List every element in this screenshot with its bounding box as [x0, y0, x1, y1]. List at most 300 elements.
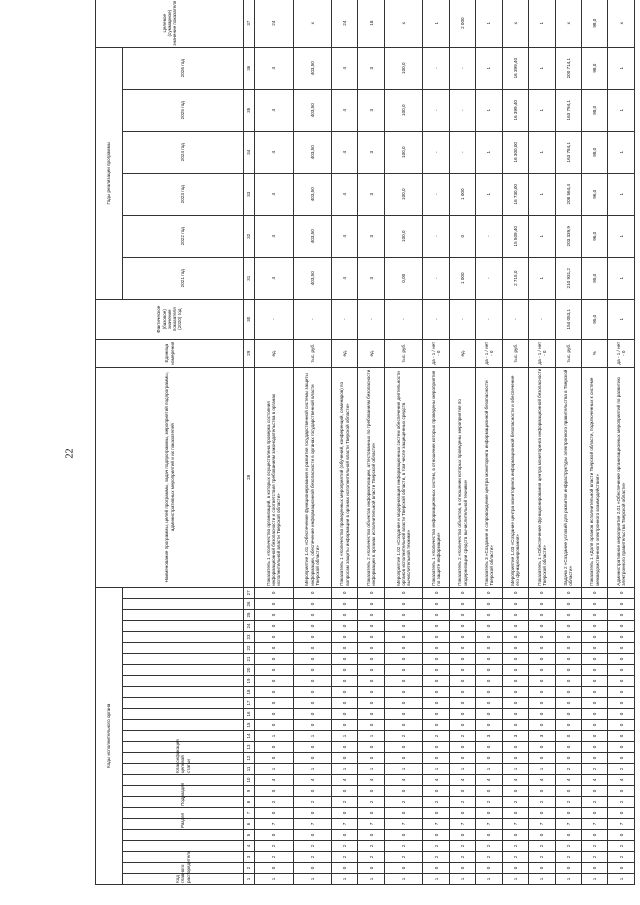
code-cell: 0: [332, 676, 358, 687]
code-cell: 0: [502, 786, 528, 797]
column-number: 15: [244, 720, 255, 731]
code-cell: 0: [384, 643, 423, 654]
code-cell: 0: [332, 753, 358, 764]
code-cell: 0: [293, 709, 332, 720]
code-cell: 0: [555, 863, 581, 874]
year-value-cell: -: [449, 47, 475, 89]
table-row: [384, 0, 423, 885]
code-cell: 0: [529, 687, 555, 698]
year-value-cell: 1: [529, 47, 555, 89]
code-cell: 0: [529, 676, 555, 687]
year-value-cell: 1: [529, 89, 555, 131]
code-cell: 0: [255, 687, 294, 698]
year-value-cell: -: [423, 257, 449, 299]
code-cell: 0: [502, 610, 528, 621]
column-number: 24: [244, 621, 255, 632]
code-cell: 0: [476, 808, 502, 819]
code-cell: 0: [476, 610, 502, 621]
year-value-cell: 4: [332, 89, 358, 131]
column-number: 25: [244, 610, 255, 621]
code-cell: 2: [555, 841, 581, 852]
code-cell: 0: [582, 731, 608, 742]
code-cell: 2: [582, 797, 608, 808]
code-cell: 0: [529, 632, 555, 643]
code-cell: 2: [582, 841, 608, 852]
year-value-cell: 3: [358, 173, 384, 215]
code-cell: 0: [529, 830, 555, 841]
year-value-cell: 15 509,40: [502, 215, 528, 257]
code-column-label: Классификация целевой статьи: [123, 764, 244, 775]
code-cell: 0: [293, 720, 332, 731]
year-value-cell: 1: [529, 257, 555, 299]
column-number: 29: [244, 339, 255, 367]
unit-column-header: Единица измерения: [96, 339, 244, 367]
column-number: 23: [244, 632, 255, 643]
code-cell: 0: [608, 698, 635, 709]
code-cell: 0: [529, 665, 555, 676]
code-cell: 0: [358, 808, 384, 819]
unit-cell: ед.: [358, 339, 384, 367]
code-cell: 0: [358, 786, 384, 797]
code-cell: 2: [608, 852, 635, 863]
year-value-cell: 3: [358, 257, 384, 299]
code-cell: 2: [358, 852, 384, 863]
column-number: 17: [244, 698, 255, 709]
table-row: [582, 0, 608, 885]
code-cell: 0: [255, 830, 294, 841]
code-cell: 0: [529, 863, 555, 874]
code-cell: 0: [582, 643, 608, 654]
code-cell: 0: [332, 610, 358, 621]
code-cell: 4: [255, 775, 294, 786]
column-number: 10: [244, 775, 255, 786]
target-value-cell: 1: [476, 0, 502, 47]
code-cell: 0: [384, 587, 423, 598]
code-cell: 1: [529, 764, 555, 775]
base-value-cell: -: [332, 299, 358, 339]
year-value-cell: 1 000: [449, 173, 475, 215]
code-cell: 2: [502, 841, 528, 852]
column-number: 12: [244, 753, 255, 764]
code-cell: 0: [384, 610, 423, 621]
code-cell: 0: [255, 753, 294, 764]
code-cell: 0: [255, 709, 294, 720]
code-cell: 0: [555, 610, 581, 621]
code-cell: 0: [582, 587, 608, 598]
code-cell: 2: [555, 852, 581, 863]
unit-cell: тыс. руб.: [293, 339, 332, 367]
code-cell: 0: [449, 786, 475, 797]
code-cell: 0: [332, 632, 358, 643]
year-value-cell: 208 564,4: [555, 173, 581, 215]
column-number: 28: [244, 367, 255, 587]
code-cell: 0: [582, 830, 608, 841]
column-number: 7: [244, 808, 255, 819]
code-cell: 2: [332, 797, 358, 808]
year-value-cell: -: [423, 131, 449, 173]
table-row: [449, 0, 475, 885]
code-cell: 1: [293, 731, 332, 742]
code-cell: 0: [502, 709, 528, 720]
row-name: Показатель 1 «Обеспечение функционирования центра мониторинга информационной безопасности Тверской области»: [529, 367, 555, 587]
code-cell: 0: [358, 698, 384, 709]
code-column-label: Раздел: [123, 819, 244, 830]
code-column-label: Подраздел: [123, 797, 244, 808]
code-cell: 0: [358, 709, 384, 720]
code-cell: 0: [332, 698, 358, 709]
code-cell: 0: [358, 720, 384, 731]
code-cell: 0: [293, 753, 332, 764]
code-cell: 0: [608, 610, 635, 621]
code-cell: 0: [555, 643, 581, 654]
year-column-header: 2021 год: [123, 257, 244, 299]
code-cell: 1: [502, 764, 528, 775]
code-cell: 0: [384, 808, 423, 819]
code-cell: 0: [502, 676, 528, 687]
code-cell: 0: [332, 587, 358, 598]
code-cell: 7: [476, 819, 502, 830]
code-cell: 0: [423, 599, 449, 610]
code-cell: 0: [423, 863, 449, 874]
table-container: [95, 0, 635, 885]
code-cell: 0: [502, 720, 528, 731]
code-cell: 0: [529, 698, 555, 709]
base-value-cell: -: [423, 299, 449, 339]
code-cell: 0: [449, 621, 475, 632]
code-cell: 0: [255, 632, 294, 643]
code-cell: 2: [608, 797, 635, 808]
target-value-cell: 98,0: [582, 0, 608, 47]
code-cell: 0: [358, 654, 384, 665]
code-cell: 0: [293, 742, 332, 753]
code-cell: 0: [555, 665, 581, 676]
table-body: [255, 0, 635, 885]
year-value-cell: 2 715,0: [502, 257, 528, 299]
code-column-label: Код главного распорядителя: [123, 874, 244, 885]
code-cell: 0: [529, 587, 555, 598]
code-cell: 0: [476, 863, 502, 874]
table-row: [555, 0, 581, 885]
code-cell: 1: [555, 874, 581, 885]
code-cell: 0: [529, 808, 555, 819]
table-row: [502, 0, 528, 885]
year-value-cell: 0,00: [384, 257, 423, 299]
year-value-cell: 163 784,1: [555, 131, 581, 173]
code-cell: 0: [555, 786, 581, 797]
row-name: Мероприятие 1.03 «Создание центра мониторинга информационной безопасности и обеспечение его функционирования»: [502, 367, 528, 587]
table-row: [476, 0, 502, 885]
year-value-cell: 16 399,40: [502, 89, 528, 131]
target-value-cell: х: [502, 0, 528, 47]
year-value-cell: 1 000: [449, 257, 475, 299]
code-cell: 1: [332, 764, 358, 775]
code-cell: 2: [555, 797, 581, 808]
year-value-cell: 403,50: [293, 173, 332, 215]
code-cell: 0: [502, 698, 528, 709]
code-cell: 0: [293, 808, 332, 819]
code-cell: 0: [384, 654, 423, 665]
code-cell: 2: [449, 731, 475, 742]
code-cell: 0: [555, 742, 581, 753]
code-cell: 0: [293, 599, 332, 610]
code-cell: 0: [358, 687, 384, 698]
code-cell: 2: [449, 852, 475, 863]
unit-cell: %: [582, 339, 608, 367]
code-cell: 0: [332, 687, 358, 698]
code-cell: 0: [476, 621, 502, 632]
code-column-label: [123, 676, 244, 687]
row-name: Показатель 1 «Количество организаций, в которых осуществлена проверка состояния информационной безопасности и соответствия требованиям законодательства в органах исполнительной власти Тверской области»: [255, 367, 294, 587]
code-cell: 0: [449, 742, 475, 753]
year-value-cell: 98,0: [582, 89, 608, 131]
code-cell: 0: [423, 676, 449, 687]
code-cell: 0: [608, 621, 635, 632]
code-cell: 0: [255, 599, 294, 610]
row-name: Мероприятие 1.01 «Обеспечение функционирования и развития государственной системы защиты информации, обеспечение информационной безопасности в органах государственной власти Тверской области»: [293, 367, 332, 587]
code-cell: 1: [449, 764, 475, 775]
code-cell: 2: [423, 841, 449, 852]
code-cell: 0: [529, 753, 555, 764]
code-cell: 0: [555, 687, 581, 698]
target-value-cell: х: [384, 0, 423, 47]
code-cell: 0: [255, 698, 294, 709]
code-cell: 0: [608, 676, 635, 687]
code-cell: 1: [582, 874, 608, 885]
code-cell: 0: [293, 863, 332, 874]
row-name: Показатель 1 «Количество информационных систем, в отношении которых проведены мероприятия по защите информации»: [423, 367, 449, 587]
unit-cell: да - 1 / нет - 0: [608, 339, 635, 367]
code-cell: 0: [555, 676, 581, 687]
table-row: [358, 0, 384, 885]
code-cell: 0: [582, 610, 608, 621]
code-cell: 0: [449, 665, 475, 676]
base-column-header: Фактическое (базовое) значение показателя (2020) год: [96, 299, 244, 339]
code-cell: 2: [384, 841, 423, 852]
code-cell: 0: [293, 830, 332, 841]
code-cell: 1: [293, 764, 332, 775]
code-cell: 0: [502, 599, 528, 610]
year-value-cell: 1: [608, 89, 635, 131]
year-value-cell: 1: [608, 257, 635, 299]
code-cell: 0: [384, 632, 423, 643]
code-cell: 0: [423, 709, 449, 720]
code-cell: 0: [449, 720, 475, 731]
code-cell: 0: [502, 742, 528, 753]
year-value-cell: -: [423, 89, 449, 131]
code-cell: 0: [293, 610, 332, 621]
year-column-header: 2025 год: [123, 89, 244, 131]
year-value-cell: 4: [332, 257, 358, 299]
code-cell: 4: [384, 775, 423, 786]
code-cell: 1: [358, 764, 384, 775]
code-cell: 0: [332, 720, 358, 731]
code-cell: 0: [423, 786, 449, 797]
code-cell: 0: [449, 808, 475, 819]
code-cell: 7: [423, 819, 449, 830]
code-cell: 7: [582, 819, 608, 830]
year-value-cell: 403,50: [293, 215, 332, 257]
code-cell: 0: [293, 587, 332, 598]
code-cell: 0: [608, 687, 635, 698]
code-cell: 0: [449, 698, 475, 709]
year-column-header: 2026 год: [123, 47, 244, 89]
code-cell: 2: [449, 841, 475, 852]
column-number: 20: [244, 665, 255, 676]
column-number: 22: [244, 643, 255, 654]
year-value-cell: 1: [529, 173, 555, 215]
code-cell: 0: [476, 643, 502, 654]
code-cell: 7: [449, 819, 475, 830]
unit-cell: да - 1 / нет - 0: [529, 339, 555, 367]
code-cell: 0: [449, 830, 475, 841]
code-cell: 2: [502, 852, 528, 863]
code-cell: 0: [582, 863, 608, 874]
code-cell: 1: [332, 731, 358, 742]
code-cell: 0: [582, 665, 608, 676]
table-row: [529, 0, 555, 885]
column-number: 26: [244, 599, 255, 610]
code-cell: 0: [529, 709, 555, 720]
code-cell: 0: [582, 654, 608, 665]
code-cell: 2: [555, 764, 581, 775]
column-number: 34: [244, 131, 255, 173]
year-value-cell: 96,0: [582, 215, 608, 257]
table-row: [293, 0, 332, 885]
code-cell: 2: [502, 797, 528, 808]
code-cell: 2: [358, 841, 384, 852]
code-cell: 1: [255, 874, 294, 885]
code-cell: 0: [358, 587, 384, 598]
code-cell: 0: [529, 621, 555, 632]
code-cell: 0: [358, 742, 384, 753]
code-cell: 0: [449, 632, 475, 643]
code-cell: 0: [423, 698, 449, 709]
year-value-cell: -: [423, 173, 449, 215]
code-cell: 0: [332, 709, 358, 720]
code-cell: 0: [255, 587, 294, 598]
column-number: 31: [244, 257, 255, 299]
code-cell: 0: [582, 687, 608, 698]
code-cell: 0: [332, 599, 358, 610]
code-cell: 0: [476, 786, 502, 797]
base-value-cell: -: [449, 299, 475, 339]
code-cell: 1: [332, 874, 358, 885]
code-column-label: [123, 709, 244, 720]
year-value-cell: 3: [358, 215, 384, 257]
code-cell: 1: [608, 874, 635, 885]
header-row-group: [96, 0, 123, 885]
code-cell: 0: [255, 665, 294, 676]
code-cell: 0: [476, 753, 502, 764]
target-value-cell: х: [608, 0, 635, 47]
code-cell: 4: [476, 775, 502, 786]
code-cell: 0: [582, 786, 608, 797]
target-value-cell: 1: [423, 0, 449, 47]
code-cell: 0: [608, 808, 635, 819]
code-cell: 1: [358, 731, 384, 742]
year-value-cell: 403,50: [293, 257, 332, 299]
code-cell: 0: [608, 643, 635, 654]
code-cell: 0: [255, 742, 294, 753]
code-cell: 0: [476, 742, 502, 753]
code-cell: 0: [608, 830, 635, 841]
column-number: 35: [244, 89, 255, 131]
year-value-cell: 100,0: [384, 47, 423, 89]
code-column-label: [123, 621, 244, 632]
code-column-label: [123, 587, 244, 598]
column-number: 36: [244, 47, 255, 89]
code-cell: 0: [384, 621, 423, 632]
code-cell: 0: [529, 610, 555, 621]
code-cell: 0: [358, 665, 384, 676]
code-cell: 0: [423, 643, 449, 654]
code-cell: 4: [293, 775, 332, 786]
code-cell: 2: [332, 841, 358, 852]
code-cell: 2: [293, 797, 332, 808]
column-number: 30: [244, 299, 255, 339]
code-cell: 0: [384, 676, 423, 687]
code-cell: 0: [476, 687, 502, 698]
code-cell: 0: [332, 621, 358, 632]
year-value-cell: 4: [255, 89, 294, 131]
row-name: Задача 2 «Создание условий для развития инфраструктуры электронного правительства в Тверской области»: [555, 367, 581, 587]
code-cell: 0: [449, 687, 475, 698]
table-row: [423, 0, 449, 885]
code-cell: 0: [502, 632, 528, 643]
code-cell: 7: [293, 819, 332, 830]
code-cell: 0: [449, 709, 475, 720]
code-cell: 0: [608, 632, 635, 643]
year-value-cell: 100,0: [384, 215, 423, 257]
column-number: 11: [244, 764, 255, 775]
code-cell: 0: [608, 753, 635, 764]
code-cell: 0: [476, 709, 502, 720]
code-cell: 0: [608, 587, 635, 598]
code-column-label: [123, 599, 244, 610]
code-cell: 0: [384, 753, 423, 764]
code-cell: 0: [255, 720, 294, 731]
code-cell: 2: [529, 852, 555, 863]
year-value-cell: 4: [332, 47, 358, 89]
year-value-cell: 3: [358, 89, 384, 131]
code-cell: 0: [555, 698, 581, 709]
code-cell: 0: [555, 808, 581, 819]
code-cell: 0: [582, 720, 608, 731]
code-cell: 0: [502, 665, 528, 676]
year-value-cell: -: [476, 215, 502, 257]
code-cell: 0: [293, 786, 332, 797]
column-number: 9: [244, 786, 255, 797]
base-value-cell: 1: [608, 299, 635, 339]
code-cell: 0: [502, 643, 528, 654]
code-cell: 0: [582, 709, 608, 720]
code-cell: 2: [529, 841, 555, 852]
code-cell: 0: [423, 587, 449, 598]
code-cell: 1: [358, 874, 384, 885]
code-cell: 0: [555, 654, 581, 665]
code-cell: 1: [255, 731, 294, 742]
column-number: 13: [244, 742, 255, 753]
target-value-cell: х: [555, 0, 581, 47]
year-value-cell: 95,0: [582, 257, 608, 299]
column-number: 27: [244, 587, 255, 598]
code-cell: 1: [423, 764, 449, 775]
code-cell: 0: [449, 654, 475, 665]
code-cell: 0: [332, 786, 358, 797]
code-cell: 0: [476, 830, 502, 841]
unit-cell: да - 1 / нет - 0: [476, 339, 502, 367]
code-cell: 2: [332, 852, 358, 863]
